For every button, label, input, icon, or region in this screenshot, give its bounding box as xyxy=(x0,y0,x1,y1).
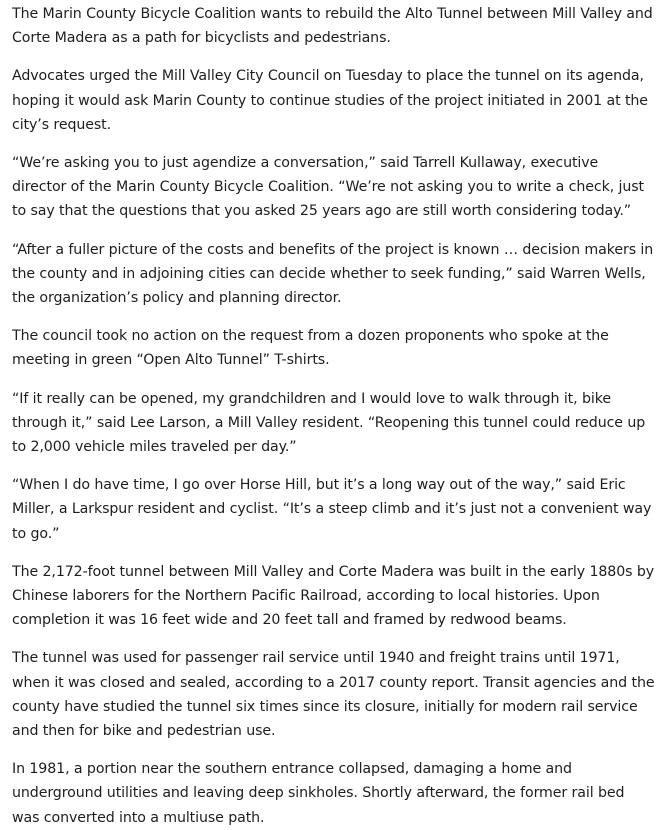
paragraph: “When I do have time, I go over Horse Hill, but it’s a long way out of the way,” said Eric Miller, a Larkspur resident and cyclist. “It’s a steep climb and it’s just not a convenient way to go.” xyxy=(12,477,652,542)
paragraph: The tunnel was used for passenger rail service until 1940 and freight trains until 1971, when it was closed and sealed, according to a 2017 county report. Transit agencies and the county have studied the tunnel six times since its closure, initially for modern rail service and then for bike and pedestrian use. xyxy=(12,650,655,740)
paragraph: The 2,172-foot tunnel between Mill Valley and Corte Madera was built in the early 1880s by Chinese laborers for the Northern Pacific Railroad, according to local histories. Upon completion it was 16 feet wide and 20 feet tall and framed by redwood beams. xyxy=(12,563,655,629)
paragraph: The Marin County Bicycle Coalition wants to rebuild the Alto Tunnel between Mill Valley and Corte Madera as a path for bicyclists and pedestrians. xyxy=(12,6,653,47)
paragraph: “If it really can be opened, my grandchildren and I would love to walk through it, bike through it,” said Lee Larson, a Mill Valley resident. “Reopening this tunnel could reduce up to 2,000 vehicle miles traveled per day.” xyxy=(12,390,646,456)
paragraph: “After a fuller picture of the costs and benefits of the project is known … decision makers in the county and in adjoining cities can decide whether to seek funding,” said Warren Wells, the organization’s policy and planning director. xyxy=(12,241,654,307)
paragraph: “We’re asking you to just agendize a conversation,” said Tarrell Kullaway, executive director of the Marin County Bicycle Coalition. “We’re not asking you to write a check, just to say that the questions that you asked 25 years ago are still worth considering today.” xyxy=(12,155,645,220)
paragraph: In 1981, a portion near the southern entrance collapsed, damaging a home and underground utilities and leaving deep sinkholes. Shortly afterward, the former rail bed was converted into a multiuse path. xyxy=(12,761,625,826)
paragraph: The council took no action on the request from a dozen proponents who spoke at the meeting in green “Open Alto Tunnel” T-shirts. xyxy=(12,328,609,369)
paragraph: Advocates urged the Mill Valley City Council on Tuesday to place the tunnel on its agenda, hoping it would ask Marin County to continue studies of the project initiated in 2001 at the city’s request. xyxy=(12,68,648,133)
